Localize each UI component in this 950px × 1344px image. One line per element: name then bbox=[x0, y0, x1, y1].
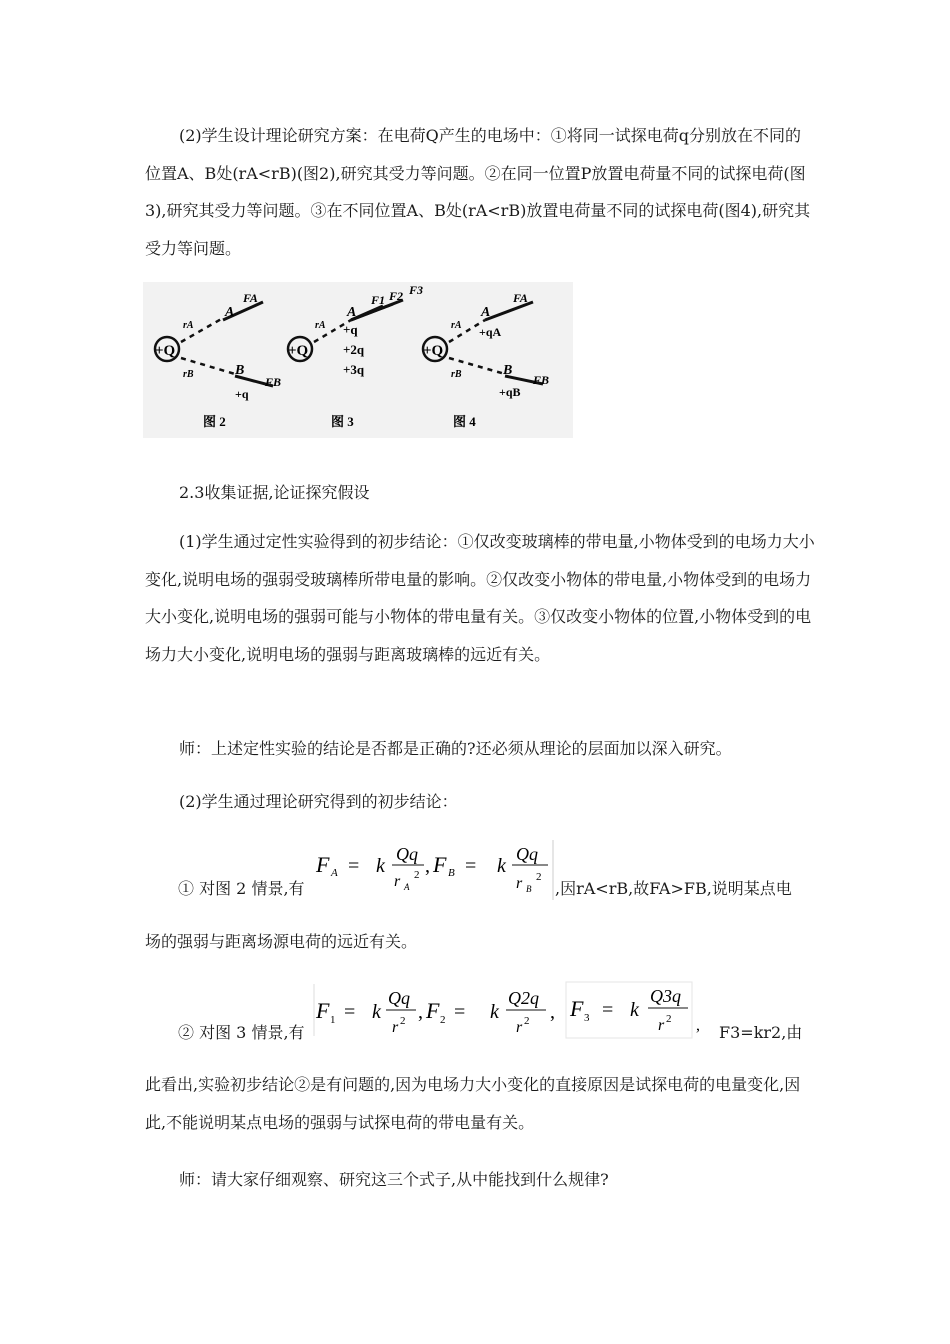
point-b-label: B bbox=[503, 363, 513, 378]
svg-text:Qq: Qq bbox=[516, 844, 538, 864]
source-charge-label: +Q bbox=[288, 343, 309, 359]
f1-label: F1 bbox=[371, 293, 386, 307]
fa-label: FA bbox=[513, 291, 528, 305]
fig2-case-continuation: 场的强弱与距离场源电荷的远近有关。 bbox=[145, 932, 418, 951]
charge-b-label: +q bbox=[235, 387, 249, 401]
point-a-label: A bbox=[225, 305, 235, 320]
svg-text:2: 2 bbox=[524, 1015, 530, 1027]
figure-4 bbox=[423, 291, 549, 429]
point-a-label: A bbox=[347, 305, 357, 320]
svg-text:Q2q: Q2q bbox=[508, 988, 539, 1008]
svg-text:A: A bbox=[404, 882, 410, 892]
svg-text:1: 1 bbox=[330, 1014, 336, 1026]
svg-text:F: F bbox=[433, 852, 447, 877]
svg-text:=: = bbox=[344, 1001, 356, 1023]
svg-text:r: r bbox=[516, 1019, 523, 1036]
svg-text:=: = bbox=[454, 1001, 466, 1023]
f2-label: F2 bbox=[389, 289, 404, 303]
teacher-remark-2: 师：请大家仔细观察、研究这三个式子,从中能找到什么规律? bbox=[179, 1170, 609, 1189]
qa-label: +qA bbox=[479, 325, 502, 339]
qb-label: +qB bbox=[499, 385, 521, 399]
source-charge-label: +Q bbox=[155, 343, 176, 359]
svg-text:k: k bbox=[376, 855, 385, 877]
svg-text:2: 2 bbox=[440, 1014, 446, 1026]
rb-label: rB bbox=[451, 369, 462, 380]
svg-text:3: 3 bbox=[584, 1012, 590, 1024]
svg-text:=: = bbox=[602, 999, 614, 1021]
svg-text:Qq: Qq bbox=[388, 988, 410, 1008]
svg-text:r: r bbox=[516, 875, 523, 892]
teacher-remark-1: 师：上述定性实验的结论是否都是正确的?还必须从理论的层面加以深入研究。 bbox=[179, 739, 732, 758]
svg-text:,: , bbox=[550, 1001, 555, 1023]
design-paragraph: (2)学生设计理论研究方案：在电荷Q产生的电场中：①将同一试探电荷q分别放在不同的位置A、B处(rA<rB)(图2),研究其受力等问题。②在同一位置P放置电荷量不同的试探电荷(图3),研究其受力等问题。③在不同位置A、B处(rA<rB)放置电荷量不同的试探电荷(图4),研究其受力等问题。 bbox=[145, 126, 811, 258]
svg-text:B: B bbox=[526, 884, 532, 894]
svg-text:k: k bbox=[630, 999, 639, 1021]
fig3-formula bbox=[312, 980, 706, 1040]
svg-text:r: r bbox=[394, 873, 401, 890]
fig3-case-continuation: 此看出,实验初步结论②是有问题的,因为电场力大小变化的直接原因是试探电荷的电量变化,因此,不能说明某点电场的强弱与试探电荷的带电量有关。 bbox=[145, 1075, 801, 1132]
conclusion-1-paragraph: (1)学生通过定性实验得到的初步结论：①仅改变玻璃棒的带电量,小物体受到的电场力大小变化,说明电场的强弱受玻璃棒所带电量的影响。②仅改变小物体的带电量,小物体受到的电场力大小变化,说明电场的强弱可能与小物体的带电量有关。③仅改变小物体的位置,小物体受到的电场力大小变化,说明电场的强弱与距离玻璃棒的远近有关。 bbox=[145, 532, 815, 664]
figure-2-caption: 图 2 bbox=[203, 414, 226, 429]
point-b-label: B bbox=[235, 363, 245, 378]
figure-4-caption: 图 4 bbox=[453, 414, 476, 429]
svg-text:=: = bbox=[465, 855, 477, 877]
point-a-label: A bbox=[481, 305, 491, 320]
svg-text:F: F bbox=[570, 996, 584, 1021]
source-charge-label: +Q bbox=[423, 343, 444, 359]
svg-text:A: A bbox=[331, 867, 338, 879]
section-heading-2-3: 2.3收集证据,论证探究假设 bbox=[179, 483, 370, 502]
fig2-formula bbox=[312, 838, 555, 902]
fig3-case-prefix: ② 对图 3 情景,有 bbox=[178, 1023, 305, 1042]
svg-text:k: k bbox=[497, 855, 506, 877]
ra-label: rA bbox=[183, 320, 194, 331]
svg-text:,: , bbox=[696, 1017, 700, 1034]
field-diagrams bbox=[143, 282, 573, 438]
svg-text:,: , bbox=[425, 855, 430, 877]
fig2-case-suffix: ,因rA<rB,故FA>FB,说明某点电 bbox=[555, 879, 792, 898]
fig2-case-prefix: ① 对图 2 情景,有 bbox=[178, 879, 305, 898]
conclusion-2-heading: (2)学生通过理论研究得到的初步结论： bbox=[179, 792, 458, 811]
svg-text:=: = bbox=[348, 855, 360, 877]
charge-q-label: +q bbox=[343, 322, 358, 337]
charge-2q-label: +2q bbox=[343, 342, 365, 357]
svg-text:k: k bbox=[490, 1001, 499, 1023]
svg-text:F: F bbox=[426, 998, 440, 1023]
svg-text:B: B bbox=[448, 867, 455, 879]
rb-label: rB bbox=[183, 369, 194, 380]
svg-text:F: F bbox=[316, 852, 330, 877]
f3-label: F3 bbox=[409, 283, 424, 297]
figure-3 bbox=[288, 283, 423, 429]
figure-2 bbox=[155, 291, 281, 429]
svg-text:r: r bbox=[392, 1019, 399, 1036]
figure-strip bbox=[143, 282, 573, 438]
svg-text:2: 2 bbox=[414, 869, 420, 881]
svg-text:k: k bbox=[372, 1001, 381, 1023]
fa-label: FA bbox=[243, 291, 258, 305]
svg-text:2: 2 bbox=[536, 871, 542, 883]
fig3-case-suffix: F3=kr2,由 bbox=[719, 1023, 803, 1042]
svg-text:Q3q: Q3q bbox=[650, 986, 681, 1006]
ra-label: rA bbox=[315, 320, 326, 331]
svg-text:2: 2 bbox=[666, 1013, 672, 1025]
svg-text:Qq: Qq bbox=[396, 844, 418, 864]
fb-label: FB bbox=[265, 375, 282, 389]
svg-text:F: F bbox=[316, 998, 330, 1023]
svg-text:r: r bbox=[658, 1017, 665, 1034]
svg-text:2: 2 bbox=[400, 1015, 406, 1027]
ra-label: rA bbox=[451, 320, 462, 331]
svg-text:,: , bbox=[418, 1001, 423, 1023]
fb-label: FB bbox=[533, 373, 550, 387]
charge-3q-label: +3q bbox=[343, 362, 365, 377]
figure-3-caption: 图 3 bbox=[331, 414, 354, 429]
